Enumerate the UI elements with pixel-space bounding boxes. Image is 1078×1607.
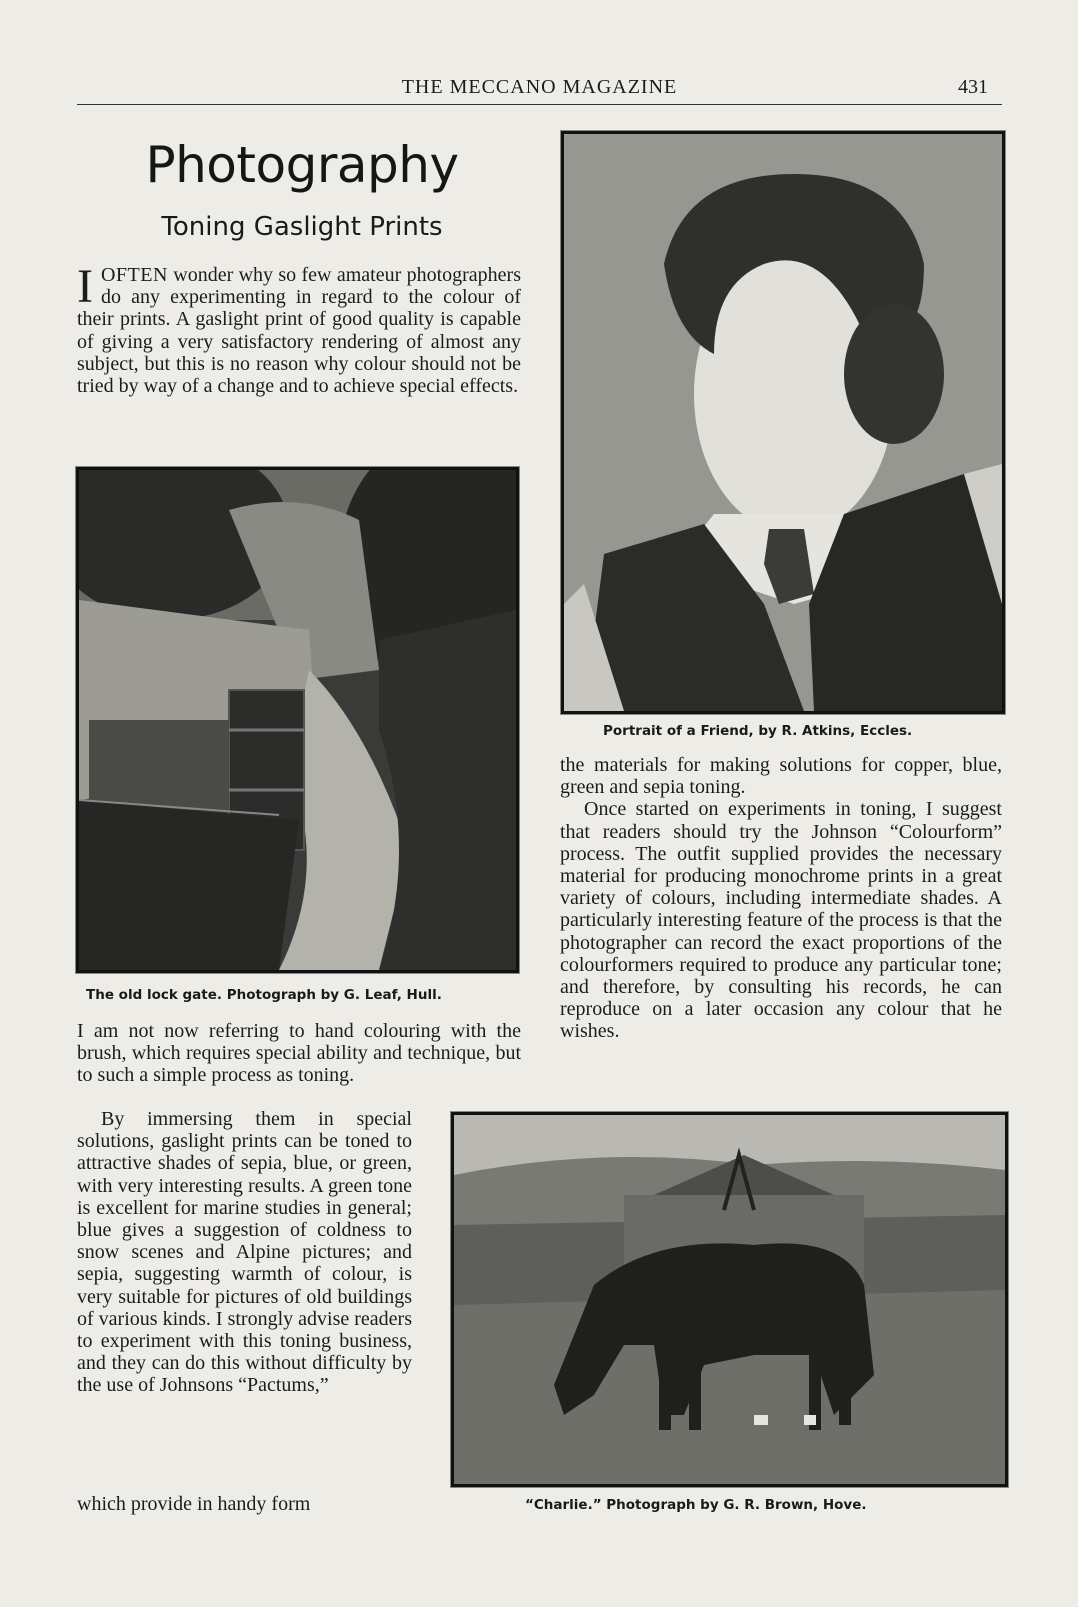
horse-caption: “Charlie.” Photograph by G. R. Brown, Hove.: [525, 1497, 867, 1513]
horse-photo: [451, 1112, 1008, 1487]
intro-paragraph: [77, 260, 521, 398]
paragraph-toning-materials: the materials for making solutions for copper, blue, green and sepia toning.: [560, 754, 1002, 799]
portrait-caption: Portrait of a Friend, by R. Atkins, Eccles.: [603, 723, 913, 739]
page-number: 431: [958, 76, 988, 98]
right-column-text: [560, 754, 1002, 1043]
paragraph-toning-solutions: By immersing them in special solutions, gaslight prints can be toned to attractive shades of sepia, blue, or green, with very interesting results. A green tone is excellent for marine studies in general; blue gives a suggestion of coldness to snow scenes and Alpine pictures; and sepia, suggesting warmth of colour, is very suitable for pictures of old buildings of various kinds. I strongly advise readers to experiment with this toning business, and they can do this without difficulty by the use of Johnsons “Pactums,”: [77, 1108, 412, 1397]
paragraph-toning-last-line: which provide in handy form: [77, 1493, 311, 1515]
article-subtitle: Toning Gaslight Prints: [161, 212, 443, 242]
drop-cap: I: [77, 260, 93, 313]
magazine-title: THE MECCANO MAGAZINE: [401, 76, 678, 98]
intro-text: wonder why so few amateur photographers do any experimenting in regard to the colour of their prints. A gaslight print of good quality is capable of giving a very satisfactory rendering of almost any subject, but this is no reason why colour should not be tried by way of a change and to achieve special effects.: [77, 264, 521, 398]
intro-lead-word: OFTEN: [100, 264, 168, 286]
lock-gate-photo: [76, 467, 519, 973]
portrait-photo: [561, 131, 1005, 714]
lock-gate-caption: The old lock gate. Photograph by G. Leaf, Hull.: [86, 987, 442, 1003]
article-title: Photography: [145, 136, 459, 194]
paragraph-colourform: Once started on experiments in toning, I suggest that readers should try the Johnson “Colourform” process. The outfit supplied provides the necessary material for producing monochrome prints in a great variety of colours, including intermediate shades. A particularly interesting feature of the process is that the photographer can record the exact proportions of the colourformers required to produce any particular tone; and therefore, by consulting his records, he can reproduce on a later occasion any colour that he wishes.: [560, 798, 1002, 1043]
paragraph-hand-colouring: I am not now referring to hand colouring with the brush, which requires special ability and technique, but to such a simple process as toning.: [77, 1020, 521, 1087]
running-header: [77, 74, 1002, 105]
